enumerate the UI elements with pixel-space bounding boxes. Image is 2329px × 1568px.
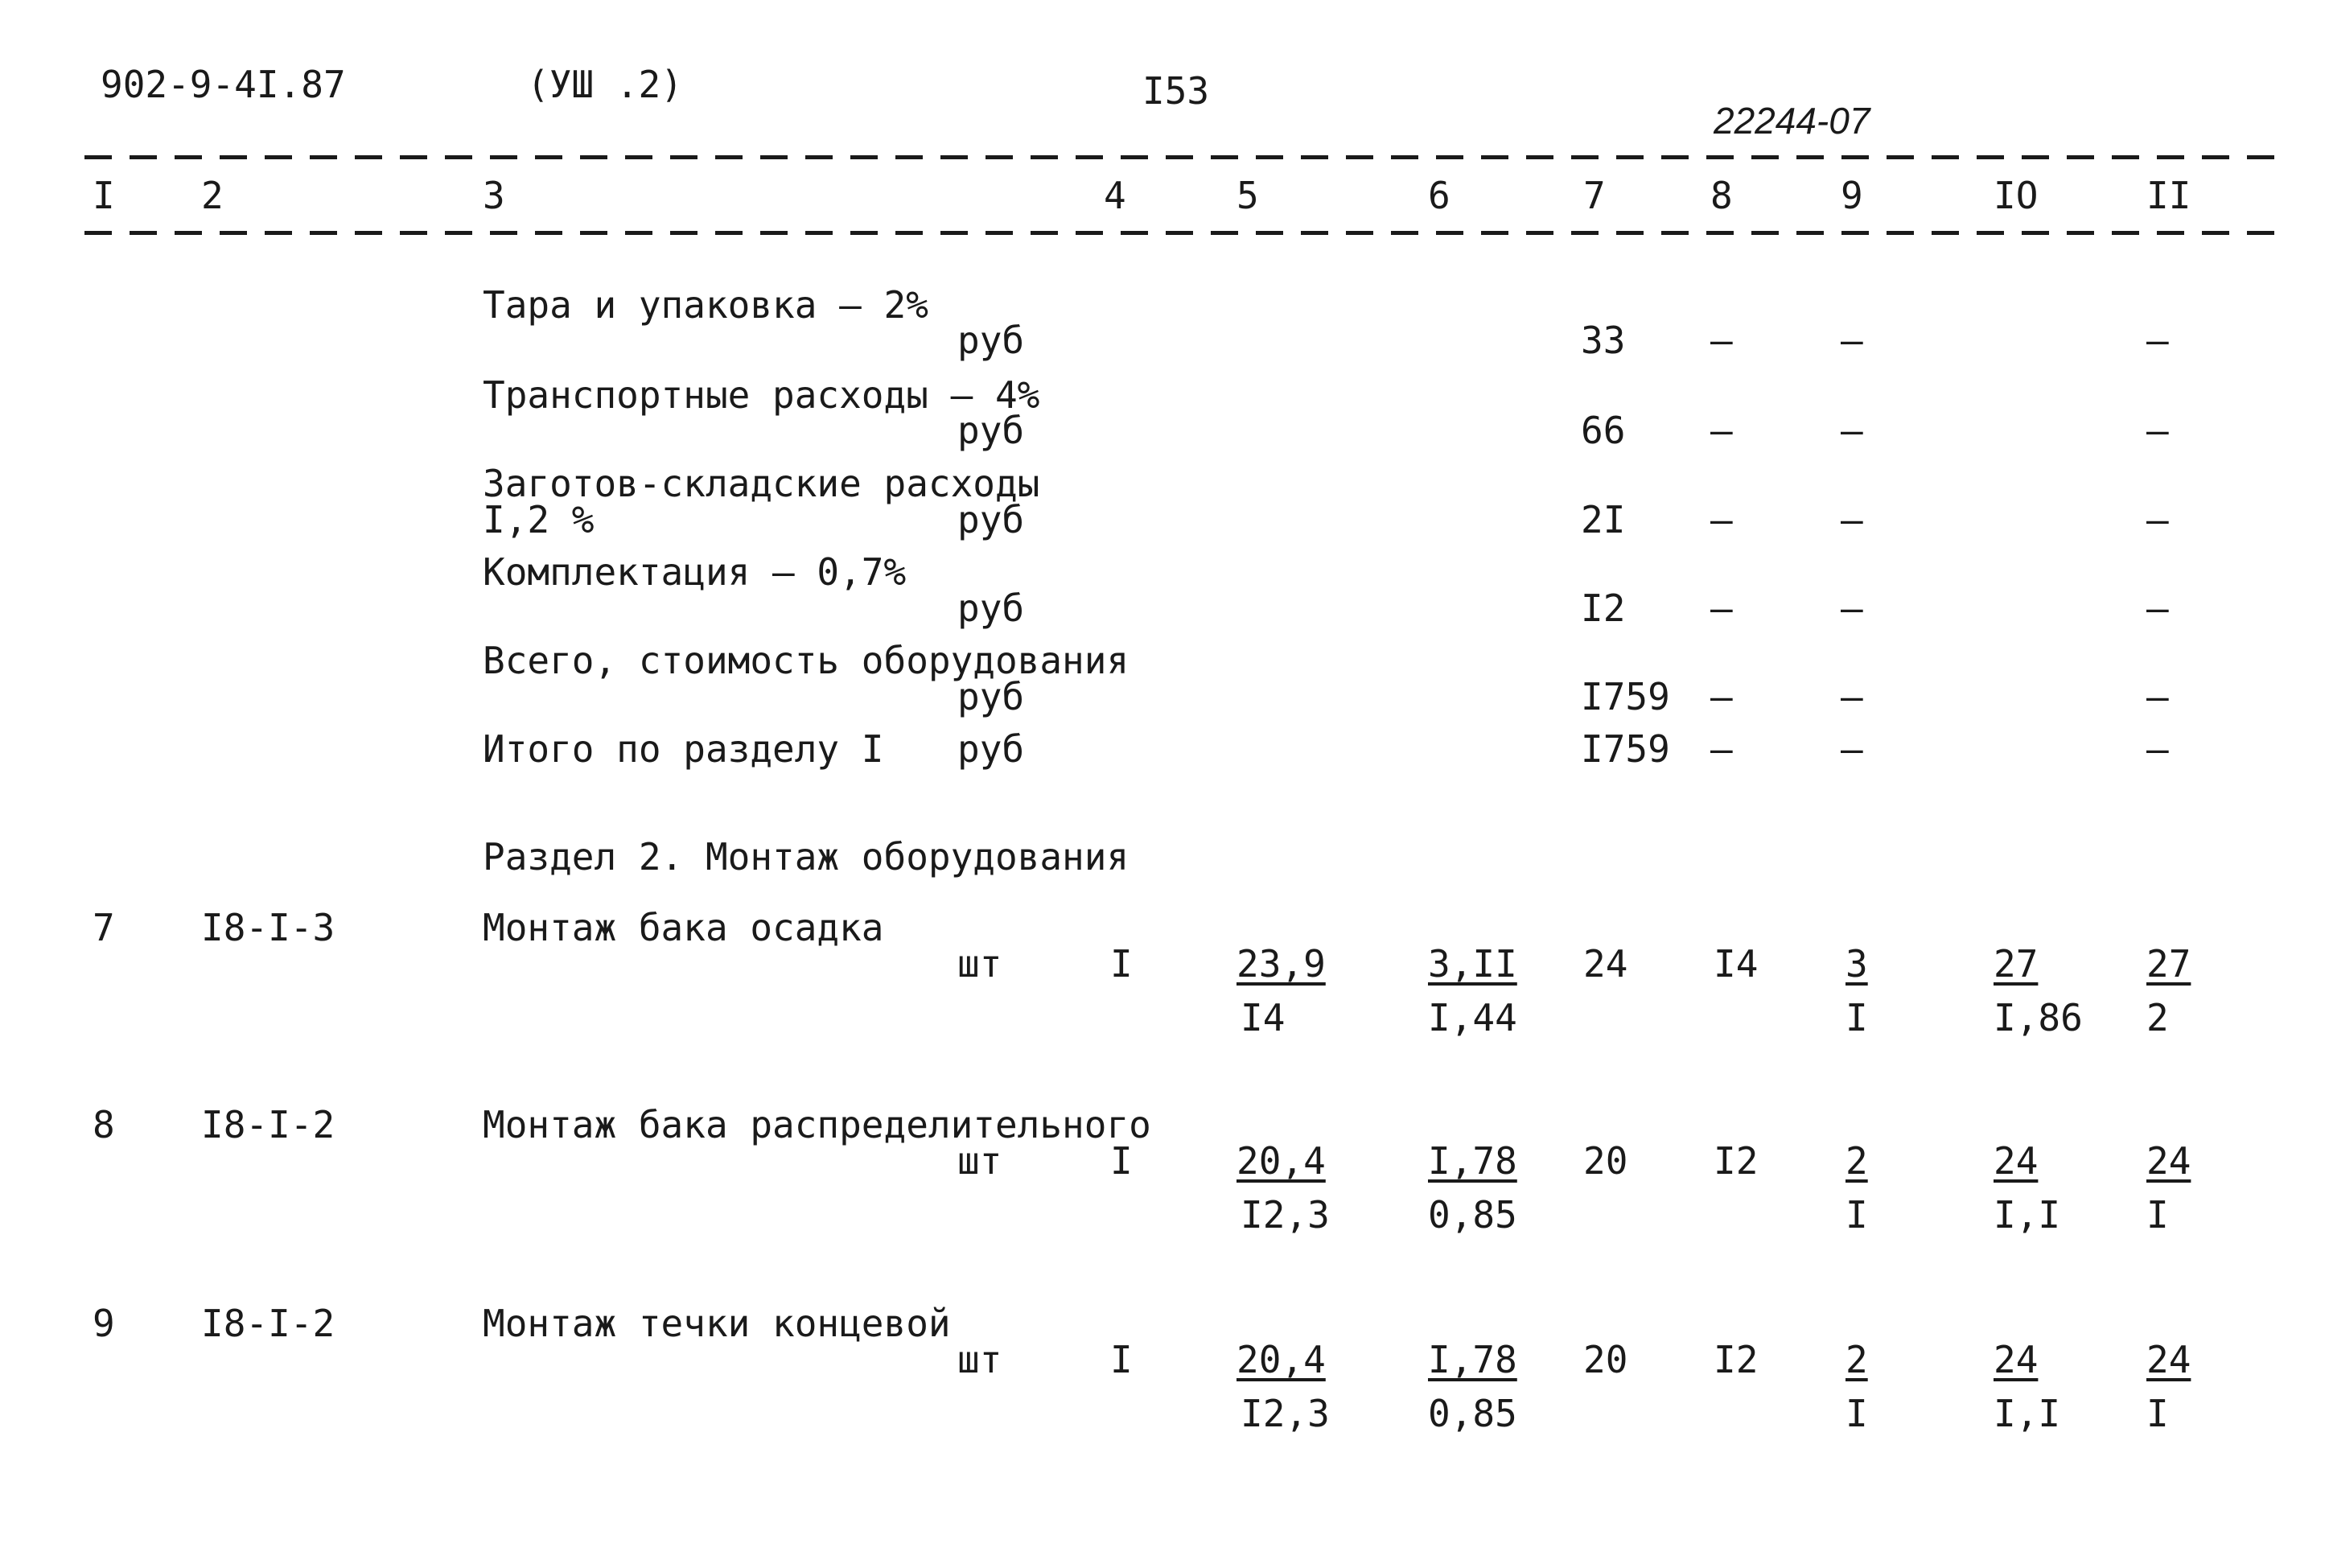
row-value-col7: 2I [1581, 498, 1626, 541]
page-number: I53 [1142, 69, 1210, 113]
row-description: Тара и упаковка – 2% [483, 283, 928, 327]
row-description: Всего, стоимость оборудования [483, 639, 1130, 682]
column-header-2: 2 [201, 174, 224, 217]
stamp-number: 22244-07 [1714, 100, 1870, 142]
row-value-col11: – [2146, 498, 2169, 541]
row-value-col6-bottom: 0,85 [1428, 1193, 1517, 1237]
row-value-col10-bottom: I,I [1994, 1392, 2061, 1435]
row-description: Монтаж бака осадка [483, 906, 884, 949]
row-value-col8: – [1710, 675, 1733, 718]
row-value-col7: I759 [1581, 727, 1670, 771]
column-header-7: 7 [1583, 174, 1606, 217]
row-value-col6-top: 3,II [1428, 942, 1517, 986]
row-value-col9: – [1841, 319, 1863, 362]
section-title: Раздел 2. Монтаж оборудования [483, 835, 1130, 879]
row-description: Заготов-складские расходы [483, 462, 1040, 505]
row-value-col8: – [1710, 498, 1733, 541]
row-value-col8: – [1710, 319, 1733, 362]
row-quantity: I [1110, 1139, 1133, 1183]
row-value-col8: I2 [1714, 1338, 1759, 1381]
row-value-col10-top: 27 [1994, 942, 2039, 986]
row-value-col6-bottom: I,44 [1428, 996, 1517, 1039]
row-value-col11-top: 24 [2146, 1338, 2191, 1381]
row-value-col11-bottom: I [2146, 1193, 2169, 1237]
row-value-col11: – [2146, 319, 2169, 362]
column-header-1: I [93, 174, 115, 217]
row-unit: руб [957, 319, 1025, 362]
column-header-4: 4 [1104, 174, 1126, 217]
row-value-col7: I759 [1581, 675, 1670, 718]
row-value-col6-top: I,78 [1428, 1139, 1517, 1183]
row-value-col8: – [1710, 727, 1733, 771]
row-value-col9: – [1841, 727, 1863, 771]
row-value-col9-bottom: I [1846, 1193, 1868, 1237]
row-value-col5-top: 20,4 [1237, 1338, 1326, 1381]
row-value-col5-top: 23,9 [1237, 942, 1326, 986]
row-unit: шт [957, 1139, 1002, 1183]
row-description-continued: I,2 % [483, 498, 595, 541]
row-quantity: I [1110, 1338, 1133, 1381]
row-value-col9-top: 2 [1846, 1139, 1868, 1183]
row-value-col9: – [1841, 586, 1863, 630]
row-value-col11: – [2146, 409, 2169, 452]
row-unit: руб [957, 498, 1025, 541]
row-value-col10-top: 24 [1994, 1338, 2039, 1381]
row-value-col8: I2 [1714, 1139, 1759, 1183]
row-value-col11-top: 27 [2146, 942, 2191, 986]
row-unit: шт [957, 1338, 1002, 1381]
row-value-col11: – [2146, 586, 2169, 630]
row-description: Комплектация – 0,7% [483, 550, 907, 594]
column-header-6: 6 [1428, 174, 1450, 217]
row-description: Монтаж течки концевой [483, 1302, 951, 1345]
row-description: Итого по разделу I [483, 727, 884, 771]
column-header-10: IO [1994, 174, 2039, 217]
column-header-5: 5 [1237, 174, 1259, 217]
row-value-col8: – [1710, 586, 1733, 630]
row-code: I8-I-3 [201, 906, 335, 949]
row-value-col11: – [2146, 675, 2169, 718]
row-value-col7: 33 [1581, 319, 1626, 362]
row-value-col9: – [1841, 409, 1863, 452]
row-value-col7: 66 [1581, 409, 1626, 452]
row-value-col9: – [1841, 498, 1863, 541]
column-header-9: 9 [1841, 174, 1863, 217]
row-value-col11-bottom: I [2146, 1392, 2169, 1435]
row-value-col5-bottom: I2,3 [1241, 1193, 1330, 1237]
row-value-col9-bottom: I [1846, 996, 1868, 1039]
row-value-col5-top: 20,4 [1237, 1139, 1326, 1183]
row-number: 8 [93, 1103, 115, 1146]
row-unit: руб [957, 586, 1025, 630]
row-value-col11: – [2146, 727, 2169, 771]
row-code: I8-I-2 [201, 1302, 335, 1345]
row-description: Транспортные расходы – 4% [483, 373, 1040, 417]
row-value-col8: I4 [1714, 942, 1759, 986]
row-unit: руб [957, 409, 1025, 452]
row-value-col9-top: 3 [1846, 942, 1868, 986]
row-number: 7 [93, 906, 115, 949]
row-value-col10-bottom: I,I [1994, 1193, 2061, 1237]
row-value-col9-top: 2 [1846, 1338, 1868, 1381]
row-description: Монтаж бака распределительного [483, 1103, 1151, 1146]
row-value-col9-bottom: I [1846, 1392, 1868, 1435]
row-value-col7: 20 [1583, 1139, 1628, 1183]
column-header-8: 8 [1710, 174, 1733, 217]
row-value-col8: – [1710, 409, 1733, 452]
row-code: I8-I-2 [201, 1103, 335, 1146]
row-value-col7: I2 [1581, 586, 1626, 630]
header-top-rule [84, 155, 2289, 159]
row-unit: руб [957, 675, 1025, 718]
column-header-3: 3 [483, 174, 505, 217]
row-number: 9 [93, 1302, 115, 1345]
section-reference: (УШ .2) [527, 63, 683, 106]
row-unit: руб [957, 727, 1025, 771]
row-value-col7: 20 [1583, 1338, 1628, 1381]
row-value-col5-bottom: I4 [1241, 996, 1286, 1039]
column-header-11: II [2146, 174, 2191, 217]
row-value-col10-top: 24 [1994, 1139, 2039, 1183]
row-value-col6-top: I,78 [1428, 1338, 1517, 1381]
row-value-col7: 24 [1583, 942, 1628, 986]
row-quantity: I [1110, 942, 1133, 986]
row-value-col10-bottom: I,86 [1994, 996, 2083, 1039]
row-value-col9: – [1841, 675, 1863, 718]
header-bottom-rule [84, 231, 2289, 235]
row-value-col5-bottom: I2,3 [1241, 1392, 1330, 1435]
row-unit: шт [957, 942, 1002, 986]
document-code: 902-9-4I.87 [101, 63, 346, 106]
row-value-col6-bottom: 0,85 [1428, 1392, 1517, 1435]
row-value-col11-top: 24 [2146, 1139, 2191, 1183]
row-value-col11-bottom: 2 [2146, 996, 2169, 1039]
